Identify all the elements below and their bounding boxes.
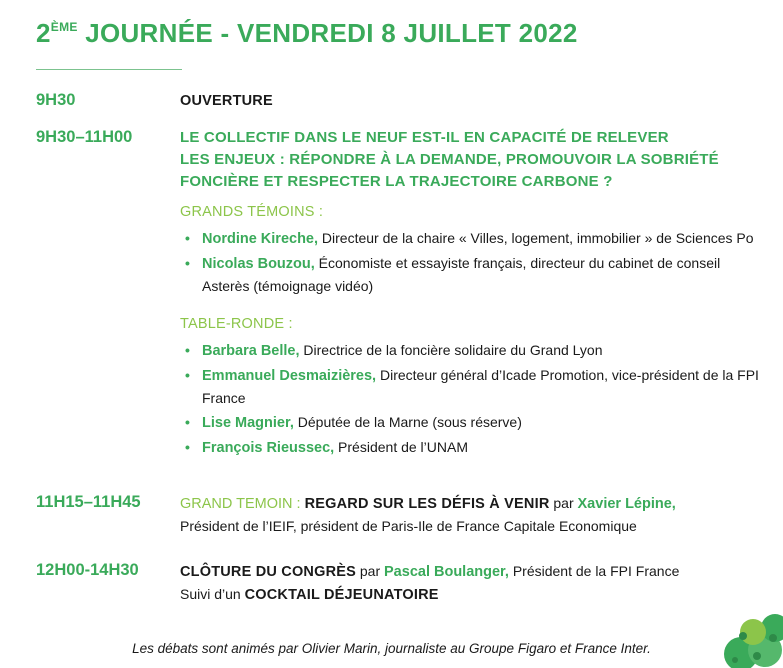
page-title: 2ÈME JOURNÉE - VENDREDI 8 JUILLET 2022: [36, 18, 578, 48]
speaker-name: Xavier Lépine,: [577, 496, 676, 512]
bullet-icon: •: [185, 342, 190, 358]
session-time-grand-temoin: 11H15–11H45: [36, 493, 141, 511]
footer-note: Les débats sont animés par Olivier Marin, journaliste au Groupe Figaro et France Inter.: [132, 641, 651, 656]
list-item: • Lise Magnier, Députée de la Marne (sous réserve): [180, 411, 760, 434]
witnesses-label: GRANDS TÉMOINS :: [180, 204, 324, 220]
session-grand-temoin: GRAND TEMOIN : REGARD SUR LES DÉFIS À VENIR par Xavier Lépine, Président de l’IEIF, président de Paris-Ile de France Capitale Economique: [180, 492, 760, 537]
session-time-collective: 9H30–11H00: [36, 128, 133, 146]
speaker-description: Président de l’IEIF, président de Paris-Ile de France Capitale Economique: [180, 518, 637, 534]
session-closing: CLÔTURE DU CONGRÈS par Pascal Boulanger, Président de la FPI France Suivi d’un COCKTAIL DÉJEUNATOIRE: [180, 563, 680, 603]
session-title-line: LE COLLECTIF DANS LE NEUF EST-IL EN CAPACITÉ DE RELEVER: [180, 129, 669, 146]
list-item: • Emmanuel Desmaizières, Directeur général d’Icade Promotion, vice-président de la FPI France: [180, 364, 760, 409]
session-time-closing: 12H00-14H30: [36, 561, 139, 579]
grand-temoin-label: GRAND TEMOIN :: [180, 496, 305, 512]
session-collective: [180, 127, 760, 459]
title-divider: [36, 69, 182, 70]
list-item: • François Rieussec, Président de l’UNAM: [180, 436, 760, 459]
cocktail-label: COCKTAIL DÉJEUNATOIRE: [244, 587, 439, 603]
session-time-opening: 9H30: [36, 91, 76, 109]
list-item: • Barbara Belle, Directrice de la foncière solidaire du Grand Lyon: [180, 339, 760, 362]
bullet-icon: •: [185, 367, 190, 383]
session-title-line: LES ENJEUX : RÉPONDRE À LA DEMANDE, PROMOUVOIR LA SOBRIÉTÉ: [180, 151, 719, 168]
grand-temoin-topic: REGARD SUR LES DÉFIS À VENIR: [304, 496, 550, 512]
session-title-opening: OUVERTURE: [180, 93, 273, 109]
session-title-line: FONCIÈRE ET RESPECTER LA TRAJECTOIRE CARBONE ?: [180, 173, 613, 190]
bullet-icon: •: [185, 439, 190, 455]
bullet-icon: •: [185, 414, 190, 430]
list-item: • Nordine Kireche, Directeur de la chaire « Villes, logement, immobilier » de Sciences Po: [180, 227, 760, 250]
witnesses-list: [180, 227, 760, 297]
grapes-decoration-icon: [713, 606, 783, 668]
title-ordinal-suffix: ÈME: [50, 20, 78, 34]
list-item: • Nicolas Bouzou, Économiste et essayiste français, directeur du cabinet de conseil Asterès (témoignage vidéo): [180, 252, 760, 297]
bullet-icon: •: [185, 255, 190, 271]
closing-topic: CLÔTURE DU CONGRÈS: [180, 564, 356, 580]
bullet-icon: •: [185, 230, 190, 246]
round-table-label: TABLE-RONDE :: [180, 316, 293, 332]
round-table-list: [180, 339, 760, 459]
speaker-name: Pascal Boulanger,: [384, 564, 509, 580]
